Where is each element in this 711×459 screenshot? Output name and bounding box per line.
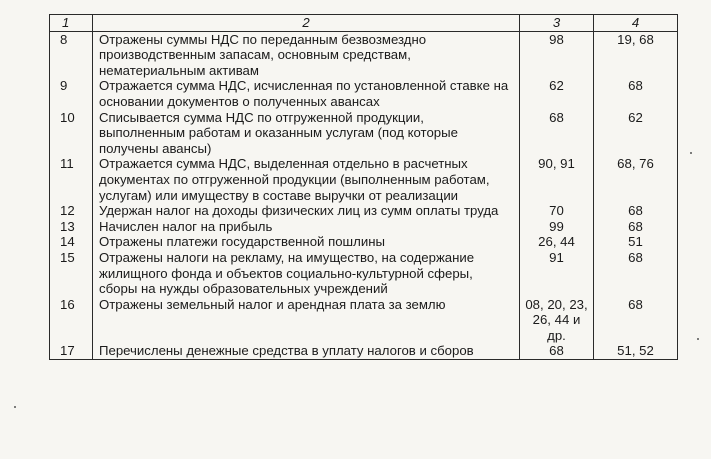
row-credit: 68 xyxy=(594,219,678,235)
row-debit: 98 xyxy=(520,31,594,78)
table-row xyxy=(50,219,678,235)
row-credit: 51 xyxy=(594,234,678,250)
row-debit: 70 xyxy=(520,203,594,219)
row-debit: 90, 91 xyxy=(520,156,594,203)
table-row xyxy=(50,343,678,359)
row-credit: 68 xyxy=(594,78,678,109)
table-row xyxy=(50,203,678,219)
table-row xyxy=(50,234,678,250)
scan-speck xyxy=(690,152,692,154)
row-number: 15 xyxy=(50,250,93,297)
table-row xyxy=(50,110,678,157)
row-debit: 99 xyxy=(520,219,594,235)
row-debit: 26, 44 xyxy=(520,234,594,250)
table-row xyxy=(50,297,678,344)
accounting-entries-table xyxy=(49,14,678,360)
table-row xyxy=(50,78,678,109)
row-number: 16 xyxy=(50,297,93,344)
row-debit: 91 xyxy=(520,250,594,297)
row-credit: 68 xyxy=(594,250,678,297)
row-credit: 68 xyxy=(594,203,678,219)
row-description: Перечислены денежные средства в уплату налогов и сборов xyxy=(93,343,520,359)
row-credit: 68, 76 xyxy=(594,156,678,203)
header-col-2: 2 xyxy=(93,15,520,32)
row-credit: 51, 52 xyxy=(594,343,678,359)
table-row xyxy=(50,250,678,297)
header-col-1: 1 xyxy=(50,15,93,32)
table-header-row xyxy=(50,15,678,32)
header-col-3: 3 xyxy=(520,15,594,32)
row-number: 17 xyxy=(50,343,93,359)
row-number: 14 xyxy=(50,234,93,250)
row-description: Отражены платежи государственной пошлины xyxy=(93,234,520,250)
row-description: Списывается сумма НДС по отгруженной продукции, выполненным работам и оказанным услугам (под которые получены авансы) xyxy=(93,110,520,157)
row-number: 8 xyxy=(50,31,93,78)
header-col-4: 4 xyxy=(594,15,678,32)
row-debit: 68 xyxy=(520,110,594,157)
table-row xyxy=(50,31,678,78)
scan-speck xyxy=(697,338,699,340)
row-number: 10 xyxy=(50,110,93,157)
table-row xyxy=(50,156,678,203)
row-description: Начислен налог на прибыль xyxy=(93,219,520,235)
row-number: 11 xyxy=(50,156,93,203)
row-debit: 62 xyxy=(520,78,594,109)
row-description: Отражены земельный налог и арендная плата за землю xyxy=(93,297,520,344)
row-credit: 19, 68 xyxy=(594,31,678,78)
scan-speck xyxy=(14,406,16,408)
row-debit: 68 xyxy=(520,343,594,359)
row-number: 13 xyxy=(50,219,93,235)
row-number: 12 xyxy=(50,203,93,219)
row-description: Удержан налог на доходы физических лиц из сумм оплаты труда xyxy=(93,203,520,219)
row-debit: 08, 20, 23, 26, 44 и др. xyxy=(520,297,594,344)
row-number: 9 xyxy=(50,78,93,109)
row-description: Отражены налоги на рекламу, на имущество, на содержание жилищного фонда и объектов социально-культурной сферы, сборы на нужды образовательных учреждений xyxy=(93,250,520,297)
row-credit: 68 xyxy=(594,297,678,344)
row-description: Отражены суммы НДС по переданным безвозмездно производственным запасам, основным средствам, нематериальным активам xyxy=(93,31,520,78)
row-description: Отражается сумма НДС, исчисленная по установленной ставке на основании документов о полученных авансах xyxy=(93,78,520,109)
row-description: Отражается сумма НДС, выделенная отдельно в расчетных документах по отгруженной продукции (выполненным работам, услугам) или имуществу в составе выручки от реализации xyxy=(93,156,520,203)
row-credit: 62 xyxy=(594,110,678,157)
